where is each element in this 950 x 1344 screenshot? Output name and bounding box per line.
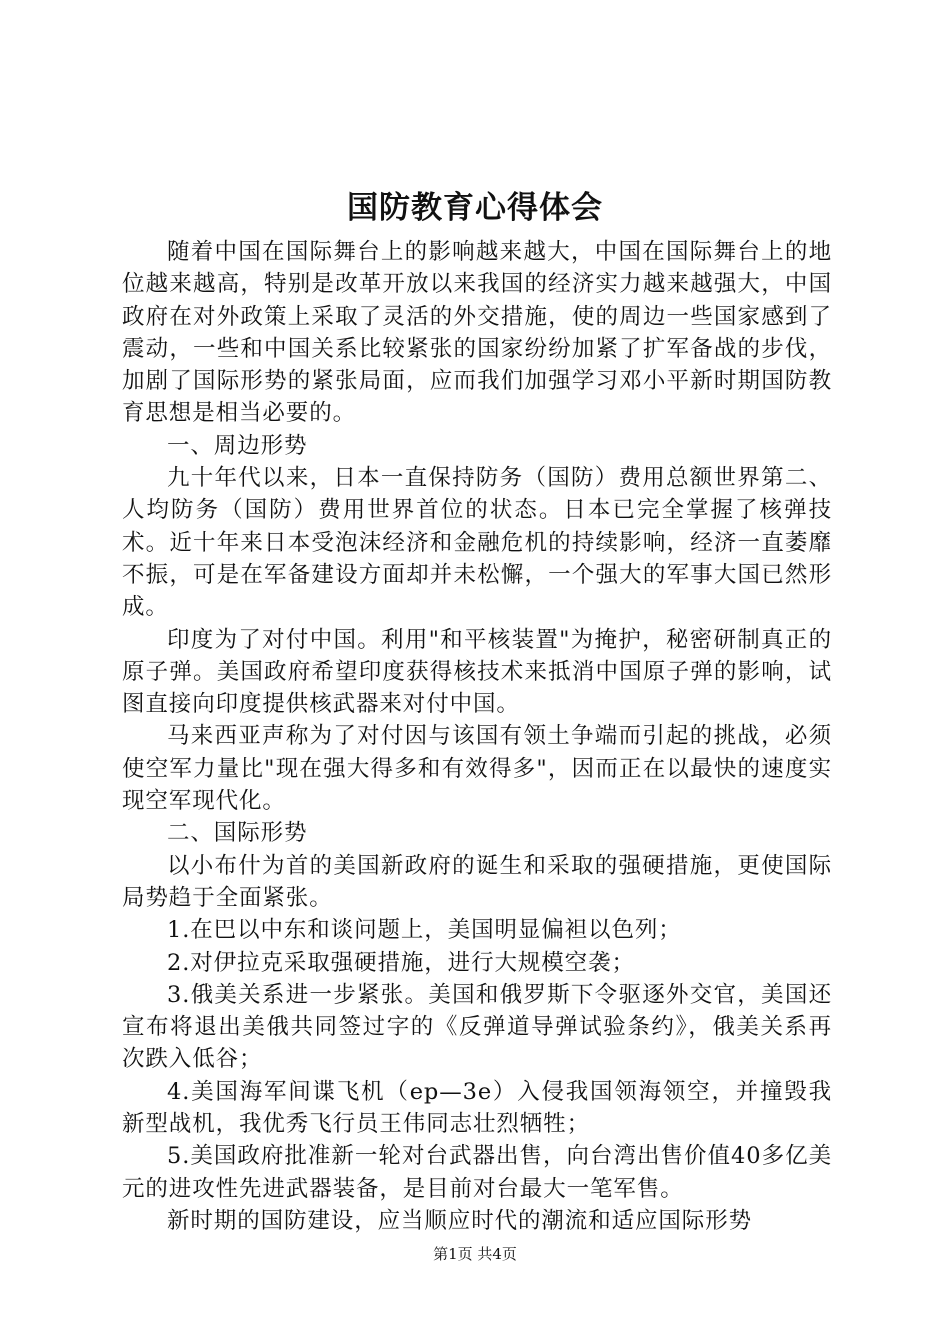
section-heading-surroundings: 一、周边形势 — [167, 432, 308, 459]
list-item-1: 1.在巴以中东和谈问题上，美国明显偏袒以色列； — [167, 917, 682, 944]
paragraph-malaysia: 马来西亚声称为了对付因与该国有领土争端而引起的挑战，必须使空军力量比"现在强大得多和有效得多"，因而正在以最快的速度实现空军现代化。 — [122, 723, 832, 815]
paragraph-india: 印度为了对付中国。利用"和平核装置"为掩护，秘密研制真正的原子弹。美国政府希望印度获得核技术来抵消中国原子弹的影响，试图直接向印度提供核武器来对付中国。 — [122, 626, 832, 718]
paragraph-us-government: 以小布什为首的美国新政府的诞生和采取的强硬措施，更使国际局势趋于全面紧张。 — [122, 852, 832, 911]
document-body — [122, 236, 832, 1237]
paragraph-intro: 随着中国在国际舞台上的影响越来越大，中国在国际舞台上的地位越来越高，特别是改革开放以来我国的经济实力越来越强大，中国政府在对外政策上采取了灵活的外交措施，使的周边一些国家感到了震动，一些和中国关系比较紧张的国家纷纷加紧了扩军备战的步伐，加剧了国际形势的紧张局面，应而我们加强学习邓小平新时期国防教育思想是相当必要的。 — [122, 239, 832, 427]
list-item-5: 5.美国政府批准新一轮对台武器出售，向台湾出售价值40多亿美元的进攻性先进武器装备，是目前对台最大一笔军售。 — [122, 1143, 832, 1202]
section-heading-international: 二、国际形势 — [167, 820, 308, 847]
paragraph-conclusion: 新时期的国防建设，应当顺应时代的潮流和适应国际形势 — [167, 1207, 753, 1234]
paragraph-japan: 九十年代以来，日本一直保持防务（国防）费用总额世界第二、人均防务（国防）费用世界首位的状态。日本已完全掌握了核弹技术。近十年来日本受泡沫经济和金融危机的持续影响，经济一直萎靡不振，可是在军备建设方面却并未松懈，一个强大的军事大国已然形成。 — [122, 465, 832, 621]
list-item-4: 4.美国海军间谍飞机（ep—3e）入侵我国领海领空，并撞毁我新型战机，我优秀飞行员王伟同志壮烈牺牲； — [122, 1078, 832, 1138]
document-title: 国防教育心得体会 — [347, 190, 603, 226]
list-item-2: 2.对伊拉克采取强硬措施，进行大规模空袭； — [167, 949, 635, 976]
list-item-3: 3.俄美关系进一步紧张。美国和俄罗斯下令驱逐外交官，美国还宣布将退出美俄共同签过字的《反弹道导弹试验条约》，俄美关系再次跌入低谷； — [122, 981, 832, 1073]
page-footer: 第1页 共4页 — [433, 1245, 517, 1263]
